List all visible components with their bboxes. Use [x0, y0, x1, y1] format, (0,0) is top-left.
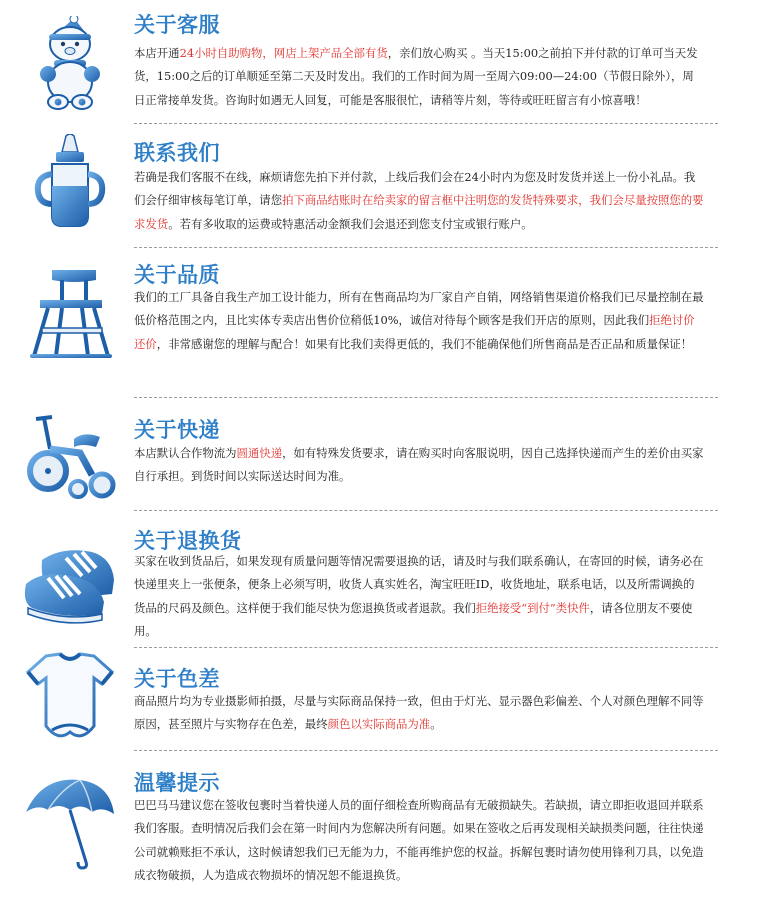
dashed-divider — [134, 510, 718, 511]
dashed-divider — [134, 397, 718, 398]
dashed-divider — [134, 247, 718, 248]
umbrella-icon — [22, 774, 118, 870]
section-quality — [0, 262, 757, 398]
section-title: 关于客服 — [134, 13, 220, 37]
section-title: 关于快递 — [134, 418, 220, 442]
dashed-divider — [134, 123, 718, 124]
section-contact — [0, 142, 757, 248]
section-title: 温馨提示 — [134, 771, 220, 795]
dashed-divider — [134, 750, 718, 751]
section-body: 巴巴马马建议您在签收包裹时当着快递人员的面仔细检查所购商品有无破损缺失。若缺损，请立即拒收退回并联系我们客服。查明情况后我们会在第一时间内为您解决所有问题。如果在签收之后再发现相关缺损类问题，往往快递公司就赖账拒不承认，这时候请恕我们已无能为力，不能再维护您的权益。拆解包裹时请勿使用锋利刀具，以免造成衣物破损，人为造成衣物损坏的情况恕不能退换货。 — [134, 798, 704, 883]
section-title: 关于品质 — [134, 263, 220, 287]
section-color — [0, 664, 757, 754]
section-body: 本店默认合作物流为圆通快递，如有特殊发货要求，请在购买时向客服说明，因自己选择快递而产生的差价由买家自行承担。到货时间以实际送达时间为准。 — [134, 446, 704, 484]
section-body: 本店开通24小时自助购物，网店上架产品全部有货，亲们放心购买 。当天15:00之前拍下并付款的订单可当天发货，15:00之后的订单顺延至第二天及时发出。我们的工作时间为周一至周六09:00—24:00（节假日除外），周日正常接单发货。咨询时如遇无人回复，可能是客服很忙，请稍等片刻，等待或旺旺留言有小惊喜哦！ — [134, 46, 698, 107]
dashed-divider — [134, 647, 718, 648]
section-service — [0, 12, 757, 126]
tricycle-icon — [22, 409, 118, 505]
section-returns — [0, 528, 757, 648]
section-title: 联系我们 — [134, 141, 220, 165]
baby-bottle-icon — [22, 134, 118, 230]
section-title: 关于色差 — [134, 667, 220, 691]
baby-romper-icon — [22, 650, 118, 746]
section-title: 关于退换货 — [134, 529, 242, 553]
section-body: 若确是我们客服不在线，麻烦请您先拍下并付款，上线后我们会在24小时内为您及时发货并送上一份小礼品。我们会仔细审核每笔订单，请您拍下商品结账时在给卖家的留言框中注明您的发货特殊要求，我们会尽量按照您的要求发货。若有多收取的运费或特惠活动金额我们会退还到您支付宝或银行账户。 — [134, 170, 704, 231]
section-body: 商品照片均为专业摄影师拍摄，尽量与实际商品保持一致，但由于灯光、显示器色彩偏差、个人对颜色理解不同等原因，甚至照片与实物存在色差，最终颜色以实际商品为准。 — [134, 694, 704, 732]
baby-shoe-icon — [22, 536, 118, 632]
section-tips — [0, 768, 757, 908]
section-express — [0, 415, 757, 511]
section-body: 我们的工厂具备自我生产加工设计能力，所有在售商品均为厂家自产自销，网络销售渠道价格我们已尽量控制在最低价格范围之内，且比实体专卖店出售价位稍低10%，诚信对待每个顾客是我们开店的原则，因此我们拒绝讨价还价，非常感谢您的理解与配合！如果有比我们卖得更低的，我们不能确保他们所售商品是否正品和质量保证！ — [134, 290, 704, 351]
section-body: 买家在收到货品后，如果发现有质量问题等情况需要退换的话，请及时与我们联系确认，在寄回的时候，请务必在快递里夹上一张便条，便条上必须写明，收货人真实姓名，淘宝旺旺ID，收货地址，联系电话，以及所需调换的货品的尺码及颜色。这样便于我们能尽快为您退换货或者退款。我们拒绝接受“到付”类快件，请各位朋友不要使用。 — [134, 554, 704, 639]
high-chair-icon — [22, 264, 118, 360]
teddy-bear-icon — [22, 16, 118, 112]
